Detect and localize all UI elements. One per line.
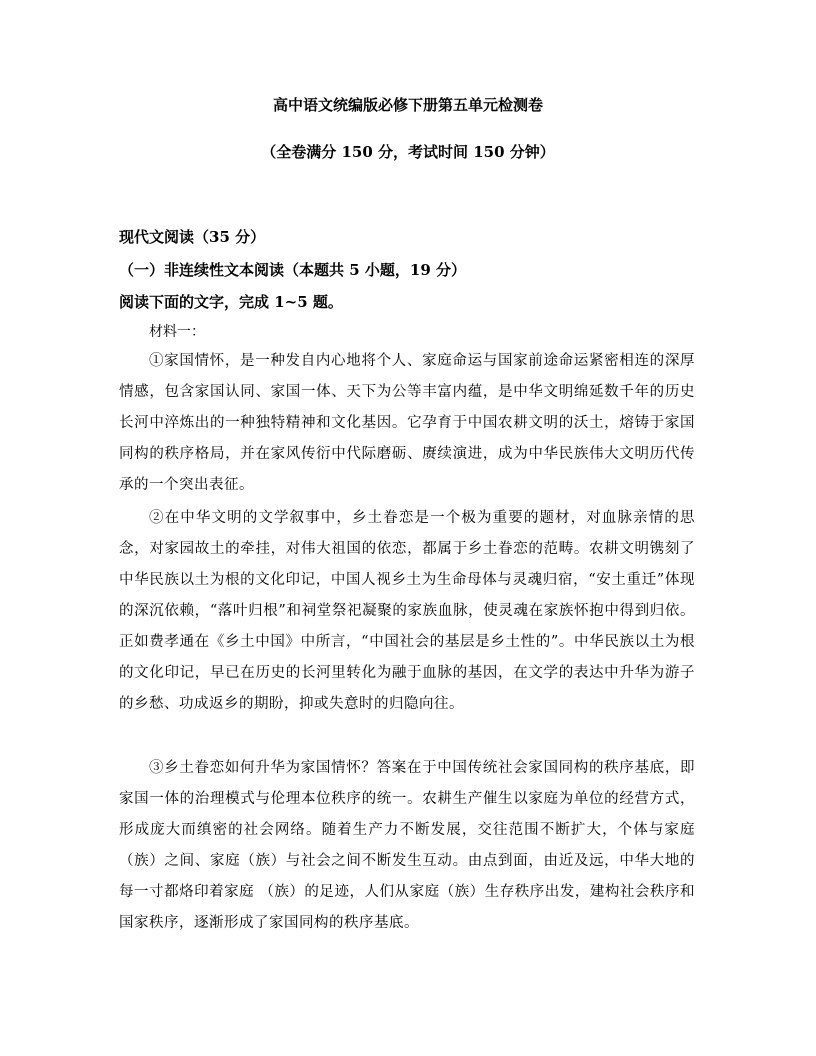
subsection-heading: （一）非连续性文本阅读（本题共 5 小题，19 分） — [119, 261, 466, 279]
document-title: 高中语文统编版必修下册第五单元检测卷 — [272, 96, 543, 114]
material-label: 材料一： — [149, 324, 205, 340]
paragraph-1: ①家国情怀，是一种发自内心地将个人、家庭命运与国家前途命运紧密相连的深厚情感，包含家国认同、家国一体、天下为公等丰富内蕴，是中华文明绵延数千年的历史长河中淬炼出的一种独特精神和文化基因。它孕育于中国农耕文明的沃土，熔铸于家国同构的秩序格局，并在家风传衍中代际磨砺、赓续演进，成为中华民族伟大文明历代传承的一个突出表征。 — [119, 353, 695, 493]
paragraph-2: ②在中华文明的文学叙事中，乡土眷恋是一个极为重要的题材，对血脉亲情的思念，对家园故土的牵挂，对伟大祖国的依恋，都属于乡土眷恋的范畴。农耕文明镌刻了中华民族以土为根的文化印记，中国人视乡土为生命母体与灵魂归宿，“安土重迁”体现的深沉依赖，“落叶归根”和祠堂祭祀凝聚的家族血脉，使灵魂在家族怀抱中得到归依。正如费孝通在《乡土中国》中所言，“中国社会的基层是乡土性的”。中华民族以土为根的文化印记，早已在历史的长河里转化为融于血脉的基因，在文学的表达中升华为游子的乡愁、功成返乡的期盼，抑或失意时的归隐向往。 — [119, 510, 695, 712]
document-subtitle: （全卷满分 150 分，考试时间 150 分钟） — [261, 143, 555, 161]
paragraph-3: ③乡土眷恋如何升华为家国情怀？答案在于中国传统社会家国同构的秩序基底，即家国一体的治理模式与伦理本位秩序的统一。农耕生产催生以家庭为单位的经营方式，形成庞大而缜密的社会网络。随着生产力不断发展，交往范围不断扩大，个体与家庭（族）之间、家庭（族）与社会之间不断发生互动。由点到面，由近及远，中华大地的每一寸都烙印着家庭 （族）的足迹，人们从家庭（族）生存秩序出发，建构社会秩序和国家秩序，逐渐形成了家国同构的秩序基底。 — [119, 760, 695, 931]
reading-instruction: 阅读下面的文字，完成 1~5 题。 — [119, 293, 343, 311]
section-heading: 现代文阅读（35 分） — [119, 228, 266, 246]
